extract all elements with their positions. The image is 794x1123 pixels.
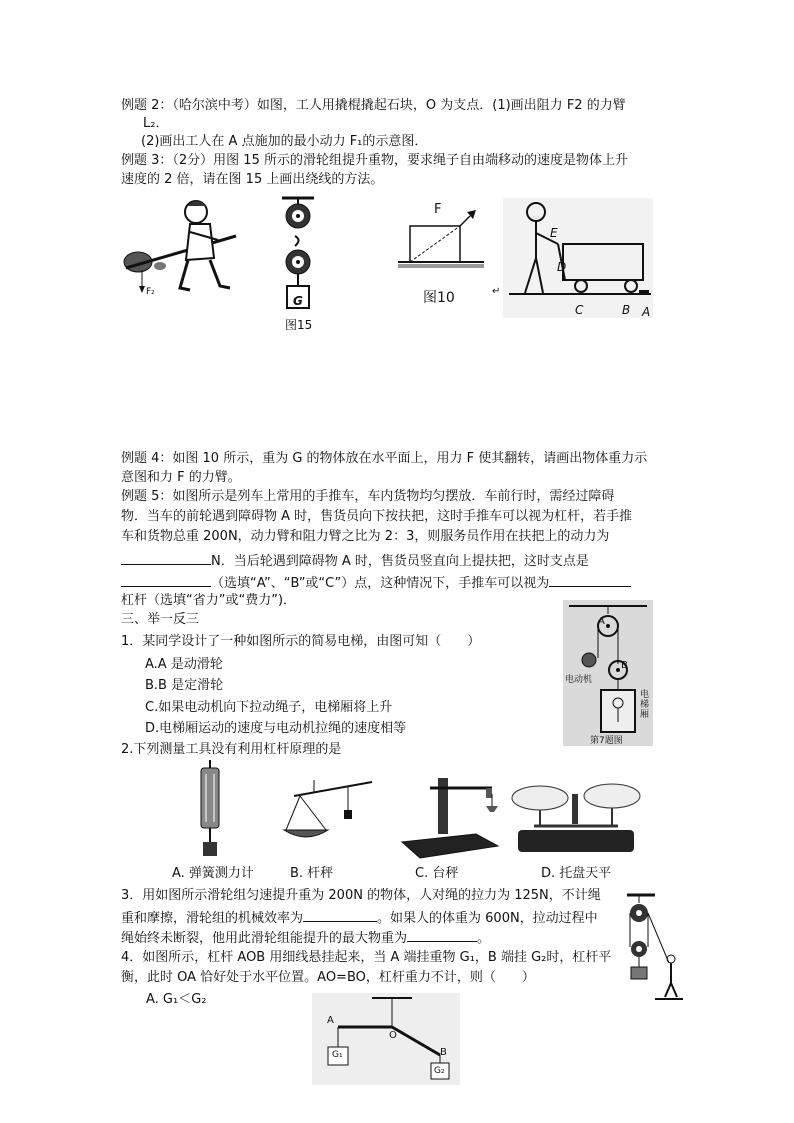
ex2-line3: (2)画出工人在 A 点施加的最小动力 F₁的示意图． [141,134,428,149]
ex5-line3: 车和货物总重 200N，动力臂和阻力臂之比为 2：3，则服务员作用在扶把上的动力为 [121,529,610,544]
lever-a-label: A [327,1015,334,1026]
trolley-d-label: D [557,260,567,274]
lever-f2-label: F₂ [146,287,155,297]
ex5-blank-fulcrum[interactable] [121,572,211,587]
q3-line1: 3．用如图所示滑轮组匀速提升重为 200N 的物体，人对绳的拉力为 125N，不计绳 [121,888,601,903]
q2-stem: 2.下列测量工具没有利用杠杆原理的是 [121,742,342,757]
pulley-person-figure [625,893,685,1005]
block-f-label: F [434,202,442,217]
lever-g1-label: G₁ [332,1050,343,1060]
q1-option-a[interactable]: A.A 是动滑轮 [145,657,223,672]
q2-option-d[interactable]: D. 托盘天平 [541,866,612,881]
return-mark: ↵ [492,286,501,297]
elevator-caption: 第7题图 [590,736,623,746]
ex3-line2: 速度的 2 倍，请在图 15 上画出绕线的方法。 [121,172,384,187]
elevator-b-label: B [621,660,628,671]
q3-line3: 绳始终未断裂，他用此滑轮组能提升的最大物重为 。 [121,927,490,948]
lever-b-label: B [440,1047,447,1058]
ex5-line2: 物．当车的前轮遇到障碍物 A 时，售货员向下按扶把，这时手推车可以视为杠杆，若手推 [121,509,633,524]
ex4-line2: 意图和力 F 的力臂。 [121,470,241,485]
ex5-line4: N．当后轮遇到障碍物 A 时，售货员竖直向上提扶把，这时支点是 [121,550,589,571]
platform-scale-icon [400,778,500,860]
q1-option-c[interactable]: C.如果电动机向下拉动绳子，电梯厢将上升 [145,700,393,715]
ex5-line1: 例题 5：如图所示是列车上常用的手推车，车内货物均匀摆放．车前行时，需经过障碍 [121,489,615,504]
ex4-line1: 例题 4：如图 10 所示，重为 G 的物体放在水平面上，用力 F 使其翻转，请画出物体重力示 [121,451,648,466]
q1-stem: 1．某同学设计了一种如图所示的简易电梯，由图可知（ ） [121,634,481,649]
lever-o-label: O [389,1030,397,1041]
trolley-e-label: E [550,226,558,240]
trolley-c-label: C [575,303,584,317]
q2-option-a[interactable]: A. 弹簧测力计 [172,866,254,881]
section3-title: 三、举一反三 [121,612,200,627]
elevator-motor-label: 电动机 [565,675,593,685]
ex3-line1: 例题 3：（2分）用图 15 所示的滑轮组提升重物，要求绳子自由端移动的速度是物体上升 [121,153,628,168]
q3-blank-efficiency[interactable] [303,907,377,922]
block-caption: 图10 [423,290,455,306]
elevator-cabin-label: 电梯厢 [640,690,650,720]
trolley-figure [503,198,653,318]
elevator-a-label: A [598,616,605,627]
q2-option-b[interactable]: B. 杆秤 [290,866,334,881]
crowbar-figure [118,198,238,300]
ex5-blank-lever-type[interactable] [549,572,631,587]
q2-option-c[interactable]: C. 台秤 [415,866,459,881]
q4-line1: 4．如图所示，杠杆 AOB 用细线悬挂起来，当 A 端挂重物 G₁，B 端挂 G₂时，杠杆平 [121,950,612,965]
steelyard-icon [284,780,374,860]
ex5-blank-force[interactable] [121,550,211,565]
trolley-a-label: A [642,305,651,319]
ex5-line6: 杠杆（选填“省力”或“费力”)． [121,593,297,608]
pulley-g-label: G [293,294,303,308]
q4-option-a[interactable]: A. G₁＜G₂ [146,992,207,1007]
q1-option-b[interactable]: B.B 是定滑轮 [145,678,224,693]
pan-balance-icon [510,780,640,862]
ex2-line1: 例题 2：（哈尔滨中考）如图，工人用撬棍撬起石块，O 为支点．(1)画出阻力 F2 的力臂 [121,98,626,113]
lever-g2-label: G₂ [434,1066,445,1076]
ex5-line5: （选填“A”、“B”或“C”）点，这种情况下，手推车可以视为 [121,572,631,593]
pulley-caption: 图15 [285,318,313,332]
q1-option-d[interactable]: D.电梯厢运动的速度与电动机拉绳的速度相等 [145,721,407,736]
trolley-b-label: B [622,303,631,317]
q3-blank-max-weight[interactable] [407,927,477,942]
spring-scale-icon [196,760,224,860]
q4-line2: 衡，此时 OA 恰好处于水平位置。AO=BO，杠杆重力不计，则（ ） [121,970,535,985]
block-figure-10 [396,198,496,272]
q3-line2: 重和摩擦，滑轮组的机械效率为 。如果人的体重为 600N，拉动过程中 [121,907,598,928]
ex2-line2: L₂． [143,116,169,131]
